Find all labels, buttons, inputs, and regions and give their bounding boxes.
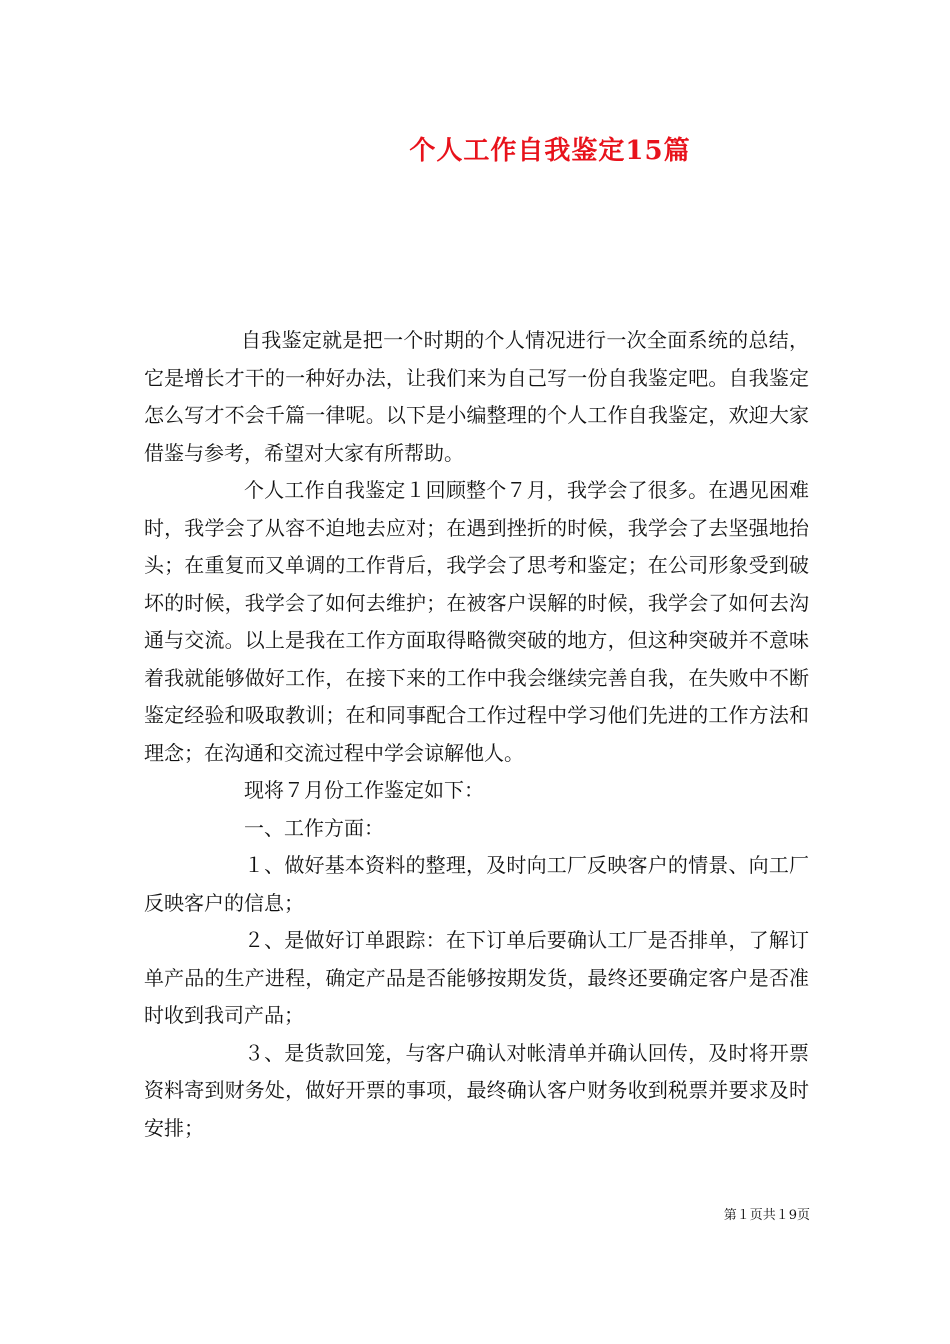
paragraph-item-2: ２、是做好订单跟踪：在下订单后要确认工厂是否排单，了解订单产品的生产进程，确定产品是否能够按期发货，最终还要确定客户是否准时收到我司产品；: [144, 928, 809, 1027]
paragraph-work-heading: 一、工作方面：: [244, 815, 384, 840]
paragraph-item-3: ３、是货款回笼，与客户确认对帐清单并确认回传，及时将开票资料寄到财务处，做好开票的事项，最终确认客户财务收到税票并要求及时安排；: [144, 1040, 809, 1140]
paragraph-section-1: 个人工作自我鉴定１回顾整个７月，我学会了很多。在遇见困难时，我学会了从容不迫地去应对；在遇到挫折的时候，我学会了去坚强地抬头；在重复而又单调的工作背后，我学会了思考和鉴定；在公司形象受到破坏的时候，我学会了如何去维护；在被客户误解的时候，我学会了如何去沟通与交流。以上是我在工作方面取得略微突破的地方，但这种突破并不意味着我就能够做好工作，在接下来的工作中我会继续完善自我，在失败中不断鉴定经验和吸取教训；在和同事配合工作过程中学习他们先进的工作方法和理念；在沟通和交流过程中学会谅解他人。: [144, 478, 809, 765]
paragraph-intro: 自我鉴定就是把一个时期的个人情况进行一次全面系统的总结，它是增长才干的一种好办法，让我们来为自己写一份自我鉴定吧。自我鉴定怎么写才不会千篇一律呢。以下是小编整理的个人工作自我鉴定，欢迎大家借鉴与参考，希望对大家有所帮助。: [144, 328, 809, 465]
paragraph-july-summary: 现将７月份工作鉴定如下：: [244, 778, 484, 802]
page-number: 第１页共１9页: [723, 1208, 810, 1223]
document-body: [144, 322, 809, 1147]
document-title: 个人工作自我鉴定15篇: [409, 136, 691, 166]
paragraph-item-1: １、做好基本资料的整理，及时向工厂反映客户的情景、向工厂反映客户的信息；: [144, 853, 809, 915]
